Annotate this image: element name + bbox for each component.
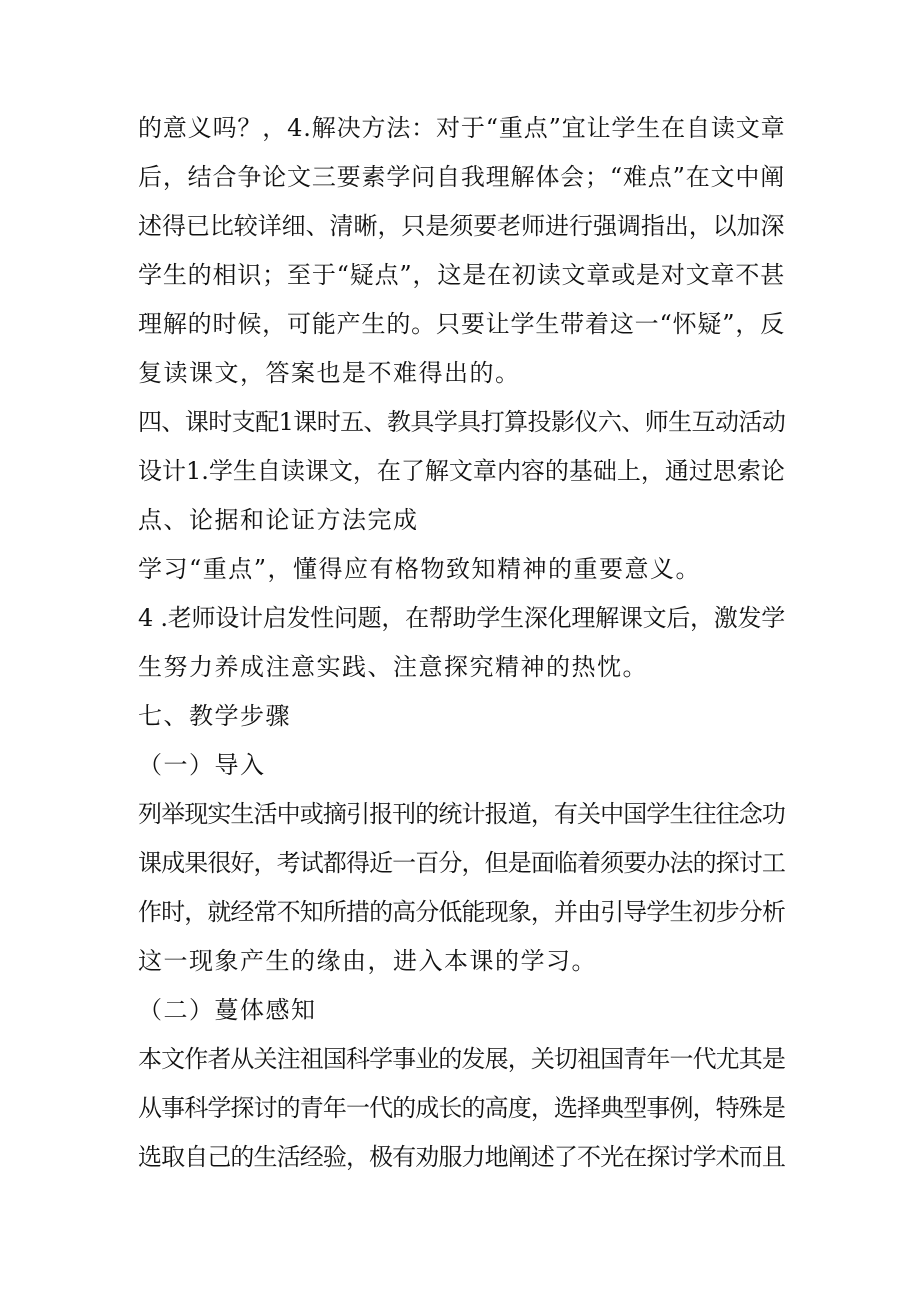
text-line: 点、论据和论证方法完成 xyxy=(138,506,419,534)
text-line: 理解的时候，可能产生的。只要让学生带着这一“怀疑”，反 xyxy=(138,310,786,338)
text-line: 后，结合争论文三要素学问自我理解体会；“难点”在文中阐 xyxy=(138,163,786,191)
text-line: 的意义吗？，4.解决方法：对于“重点”宜让学生在自读文章 xyxy=(138,114,786,142)
subsection-heading: （一）导入 xyxy=(138,751,266,779)
text-line: 生努力养成注意实践、注意探究精神的热忱。 xyxy=(138,653,648,681)
text-line: 本文作者从关注祖国科学事业的发展，关切祖国青年一代尤其是 xyxy=(138,1045,785,1073)
section-heading: 七、教学步骤 xyxy=(138,702,291,730)
text-line: 设计1.学生自读课文，在了解文章内容的基础上，通过思索论 xyxy=(138,457,785,485)
text-line: 这一现象产生的缘由，进入本课的学习。 xyxy=(138,947,597,975)
text-line: 选取自己的生活经验，极有劝服力地阐述了不光在探讨学术而且 xyxy=(138,1143,785,1171)
text-line: 学生的相识；至于“疑点”，这是在初读文章或是对文章不甚 xyxy=(138,261,786,289)
text-line: 课成果很好，考试都得近一百分，但是面临着须要办法的探讨工 xyxy=(138,849,785,877)
text-line: 复读课文，答案也是不难得出的。 xyxy=(138,359,521,387)
section-heading-line: 四、课时支配1课时五、教具学具打算投影仪六、师生互动活动 xyxy=(138,408,786,436)
text-line: 学习“重点”，懂得应有格物致知精神的重要意义。 xyxy=(138,555,702,583)
subsection-heading: （二）蔓体感知 xyxy=(138,996,317,1024)
text-line: 列举现实生活中或摘引报刊的统计报道，有关中国学生往往念功 xyxy=(138,800,785,828)
text-line: 4 .老师设计启发性问题，在帮助学生深化理解课文后，激发学 xyxy=(138,604,786,632)
text-line: 作时，就经常不知所措的高分低能现象，并由引导学生初步分析 xyxy=(138,898,785,926)
text-line: 从事科学探讨的青年一代的成长的高度，选择典型事例，特殊是 xyxy=(138,1094,785,1122)
text-line: 述得已比较详细、清晰，只是须要老师进行强调指出，以加深 xyxy=(138,212,785,240)
